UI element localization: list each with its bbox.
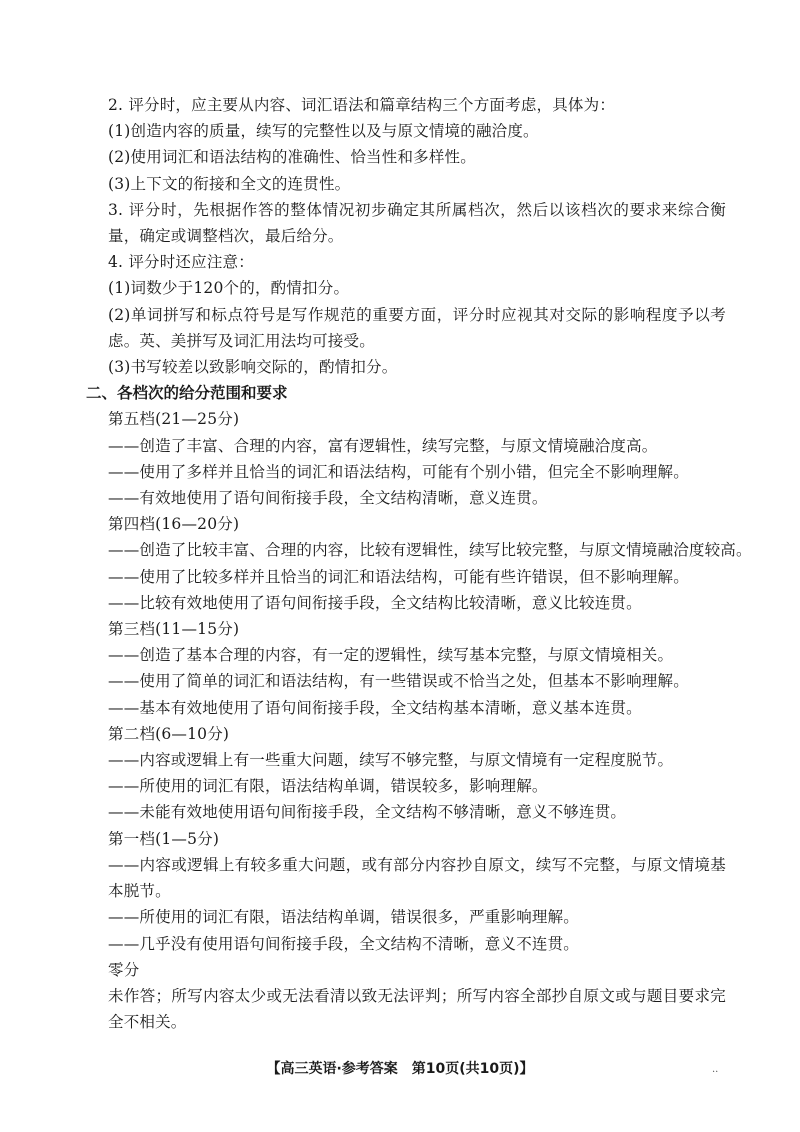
level-criterion: ——使用了多样并且恰当的词汇和语法结构，可能有个别小错，但完全不影响理解。 — [108, 462, 689, 481]
rule-item-4-sub-3: (3)书写较差以致影响交际的，酌情扣分。 — [108, 358, 398, 377]
rule-item-3: 3. 评分时，先根据作答的整体情况初步确定其所属档次，然后以该档次的要求来综合衡量，确定或调整档次，最后给分。 — [108, 200, 726, 246]
level-3 — [86, 616, 726, 721]
rule-item-2: 2. 评分时，应主要从内容、词汇语法和篇章结构三个方面考虑，具体为： — [108, 96, 616, 114]
level-title: 第一档(1—5分) — [108, 829, 220, 848]
level-criterion: ——未能有效地使用语句间衔接手段，全文结构不够清晰，意义不够连贯。 — [108, 803, 627, 822]
level-criterion: ——使用了比较多样并且恰当的词汇和语法结构，可能有些许错误，但不影响理解。 — [108, 567, 689, 586]
level-title: 第五档(21—25分) — [108, 410, 240, 429]
level-criterion: ——使用了简单的词汇和语法结构，有一些错误或不恰当之处，但基本不影响理解。 — [108, 672, 689, 691]
level-title: 第四档(16—20分) — [108, 515, 240, 534]
level-5 — [86, 406, 726, 511]
rule-item-4-sub-1: (1)词数少于120个的，酌情扣分。 — [108, 279, 350, 298]
level-criterion: ——所使用的词汇有限，语法结构单调，错误很多，严重影响理解。 — [108, 908, 580, 927]
level-2 — [86, 721, 726, 826]
level-criterion: ——几乎没有使用语句间衔接手段，全文结构不清晰，意义不连贯。 — [108, 934, 580, 953]
level-criterion: ——内容或逻辑上有一些重大问题，续写不够完整，与原文情境有一定程度脱节。 — [108, 751, 674, 770]
rule-item-2-sub-1: (1)创造内容的质量，续写的完整性以及与原文情境的融洽度。 — [108, 122, 539, 141]
level-criterion: ——创造了比较丰富、合理的内容，比较有逻辑性，续写比较完整，与原文情境融洽度较高。 — [108, 541, 752, 560]
level-criterion: ——内容或逻辑上有较多重大问题，或有部分内容抄自原文，续写不完整，与原文情境基本脱节。 — [108, 855, 726, 901]
level-criterion: ——所使用的词汇有限，语法结构单调，错误较多，影响理解。 — [108, 777, 548, 796]
section-2-heading: 二、各档次的给分范围和要求 — [86, 384, 288, 403]
level-4 — [86, 511, 752, 616]
document-body — [86, 92, 752, 1035]
level-0 — [86, 957, 726, 1036]
level-criterion: ——创造了基本合理的内容，有一定的逻辑性，续写基本完整，与原文情境相关。 — [108, 646, 674, 665]
level-criterion: ——比较有效地使用了语句间衔接手段，全文结构比较清晰，意义比较连贯。 — [108, 593, 642, 612]
level-1 — [86, 826, 726, 957]
level-title: 零分 — [108, 960, 140, 979]
page-footer: 【高三英语·参考答案 第10页(共10页)】 — [266, 1061, 534, 1077]
level-title: 第二档(6—10分) — [108, 724, 230, 743]
rule-item-2-sub-2: (2)使用词汇和语法结构的准确性、恰当性和多样性。 — [108, 148, 476, 167]
level-criterion: ——有效地使用了语句间衔接手段，全文结构清晰，意义连贯。 — [108, 489, 548, 508]
level-title: 第三档(11—15分) — [108, 620, 240, 639]
rule-item-2-sub-3: (3)上下文的衔接和全文的连贯性。 — [108, 174, 351, 193]
level-criterion: ——基本有效地使用了语句间衔接手段，全文结构基本清晰，意义基本连贯。 — [108, 698, 642, 717]
corner-mark: .. — [712, 1064, 719, 1075]
rule-item-4-sub-2: (2)单词拼写和标点符号是写作规范的重要方面，评分时应视其对交际的影响程度予以考虑。英、美拼写及词汇用法均可接受。 — [108, 305, 726, 350]
rule-item-4: 4. 评分时还应注意： — [108, 253, 254, 272]
level-description: 未作答；所写内容太少或无法看清以致无法评判；所写内容全部抄自原文或与题目要求完全不相关。 — [108, 986, 726, 1032]
level-criterion: ——创造了丰富、合理的内容，富有逻辑性，续写完整，与原文情境融洽度高。 — [108, 436, 658, 455]
